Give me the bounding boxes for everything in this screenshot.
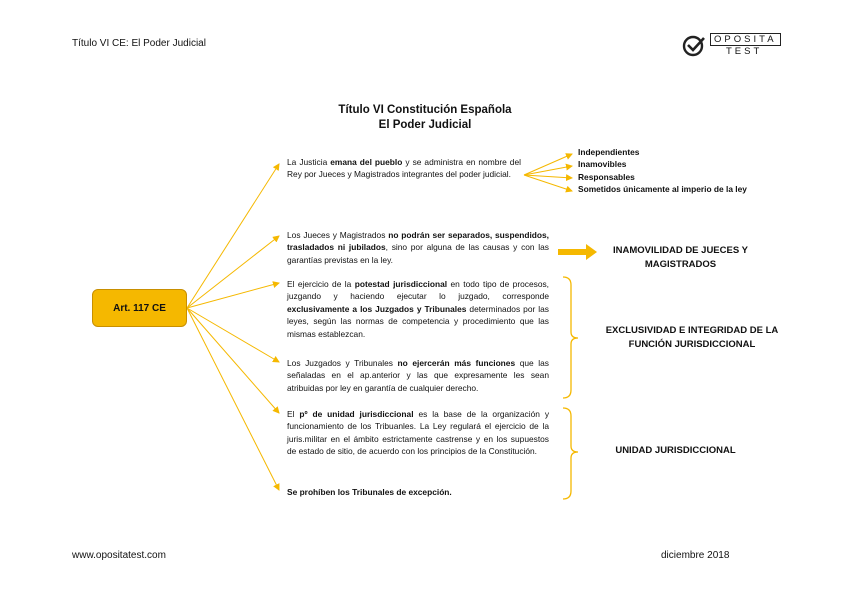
- arrow-trait-2: [524, 166, 572, 175]
- arrow-to-block-2: [187, 236, 279, 308]
- footer-website[interactable]: www.opositatest.com: [72, 550, 166, 561]
- block-1-text: La Justicia emana del pueblo y se administra en nombre del Rey por Jueces y Magistrados integrantes del poder judicial.: [287, 157, 521, 180]
- block-4-text: Los Juzgados y Tribunales no ejercerán más funciones que las señaladas en el ap.anterior y las que expresamente les sean atribuidas por ley en garantía de cualquier derecho.: [287, 358, 549, 393]
- label-exclusividad: EXCLUSIVIDAD E INTEGRIDAD DE LA FUNCIÓN JURISDICCIONAL: [605, 325, 779, 350]
- brace-exclusividad: [563, 277, 578, 398]
- arrow-to-block-5: [187, 308, 279, 413]
- block-5-text: El pº de unidad jurisdiccional es la base de la organización y funcionamiento de los Tribuanles. La Ley regulará el ejercicio de la juris.militar en el ámbito estrictamente castrense y en los supuestos de estado de sitio, de acuerdo con los principios de la Constitución.: [287, 409, 550, 457]
- logo-text-top: OPOSITA: [710, 33, 781, 46]
- traits-list: [578, 146, 747, 196]
- trait-item: Inamovibles: [578, 159, 627, 170]
- trait-item: Sometidos únicamente al imperio de la ley: [578, 184, 747, 195]
- block-arrow-icon: [558, 244, 597, 260]
- arrow-trait-1: [524, 154, 572, 175]
- title-line-2: El Poder Judicial: [378, 119, 472, 131]
- logo-text-bottom: TEST: [726, 46, 763, 57]
- label-inamovilidad: INAMOVILIDAD DE JUECES Y MAGISTRADOS: [613, 245, 748, 270]
- block-6-text: Se prohíben los Tribunales de excepción.: [287, 487, 452, 497]
- document-title: Título VI CE: El Poder Judicial: [72, 38, 206, 49]
- trait-item: Responsables: [578, 171, 635, 182]
- block-3-text: El ejercicio de la potestad jurisdiccional en todo tipo de procesos, juzgando y haciendo ejecutar lo juzgado, corresponde exclusivamente a los Juzgados y Tribunales determinados por las leyes, según las normas de competencia y procedimiento que las mismas establezcan.: [287, 279, 549, 339]
- article-box: Art. 117 CE: [92, 289, 187, 327]
- title-line-1: Título VI Constitución Española: [338, 104, 512, 116]
- label-unidad: UNIDAD JURISDICCIONAL: [615, 445, 736, 456]
- block-2-text: Los Jueces y Magistrados no podrán ser separados, suspendidos, trasladados ni jubilados, sino por alguna de las causas y con las garantías previstas en la ley.: [287, 230, 550, 265]
- brace-unidad: [563, 408, 578, 499]
- trait-item: Independientes: [578, 147, 640, 157]
- footer-date: diciembre 2018: [661, 550, 730, 561]
